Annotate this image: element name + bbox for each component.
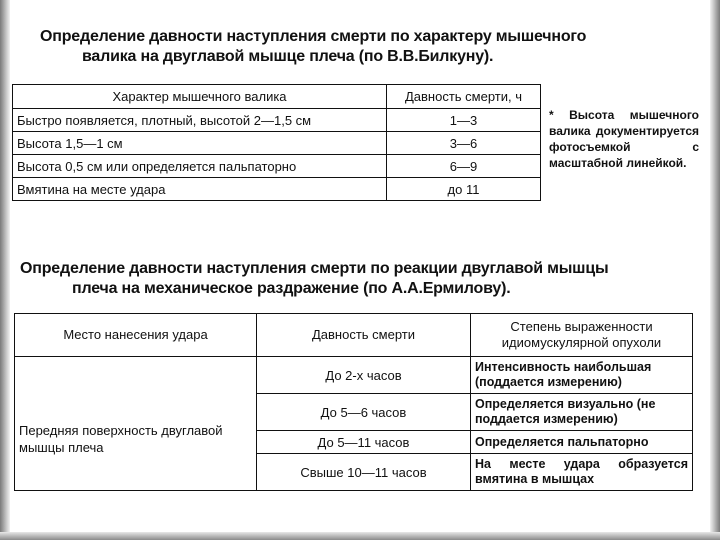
row-time: 3—6 — [387, 132, 541, 155]
section2-title-line2: плеча на механическое раздражение (по А.А.Ермилову). — [72, 280, 511, 297]
row-time: 1—3 — [387, 109, 541, 132]
row-reaction: Определяется визуально (не поддается измерению) — [471, 394, 693, 431]
table-row — [15, 357, 693, 394]
column-header-character: Характер мышечного валика — [13, 85, 387, 109]
row-time: Свыше 10—11 часов — [257, 454, 471, 491]
row-character: Высота 1,5—1 см — [13, 132, 387, 155]
section1-title-line1: Определение давности наступления смерти по характеру мышечного — [40, 28, 587, 45]
row-time: до 11 — [387, 178, 541, 201]
row-reaction: Определяется пальпаторно — [471, 431, 693, 454]
row-character: Вмятина на месте удара — [13, 178, 387, 201]
row-character: Быстро появляется, плотный, высотой 2—1,5 см — [13, 109, 387, 132]
strike-location: Передняя поверхность двуглавой мышцы плеча — [15, 357, 257, 491]
row-time: До 5—11 часов — [257, 431, 471, 454]
bilkun-table — [12, 84, 705, 201]
section1-title — [40, 27, 586, 67]
table-header-row — [15, 314, 693, 357]
row-time: До 2-х часов — [257, 357, 471, 394]
row-time: До 5—6 часов — [257, 394, 471, 431]
section1-title-line2: валика на двуглавой мышце плеча (по В.В.Билкуну). — [82, 48, 494, 65]
slide-frame-right — [710, 0, 720, 540]
column-header-location: Место нанесения удара — [15, 314, 257, 357]
slide-frame-bottom — [0, 532, 720, 540]
row-time: 6—9 — [387, 155, 541, 178]
ermilov-table — [14, 313, 693, 491]
column-header-time: Давность смерти — [257, 314, 471, 357]
table-header-row — [13, 85, 706, 109]
row-character: Высота 0,5 см или определяется пальпаторно — [13, 155, 387, 178]
section2-title-line1: Определение давности наступления смерти по реакции двуглавой мышцы — [20, 260, 609, 277]
row-reaction: На месте удара образуется вмятина в мышцах — [471, 454, 693, 491]
photo-note: * Высота мышечного валика документируется фотосъемкой с масштабной линейкой. — [549, 107, 699, 170]
row-reaction: Интенсивность наибольшая (поддается измерению) — [471, 357, 693, 394]
column-header-time: Давность смерти, ч — [387, 85, 541, 109]
section2-title — [20, 259, 608, 299]
slide-frame-left — [0, 0, 10, 540]
column-header-reaction: Степень выраженности идиомускулярной опухоли — [471, 314, 693, 357]
